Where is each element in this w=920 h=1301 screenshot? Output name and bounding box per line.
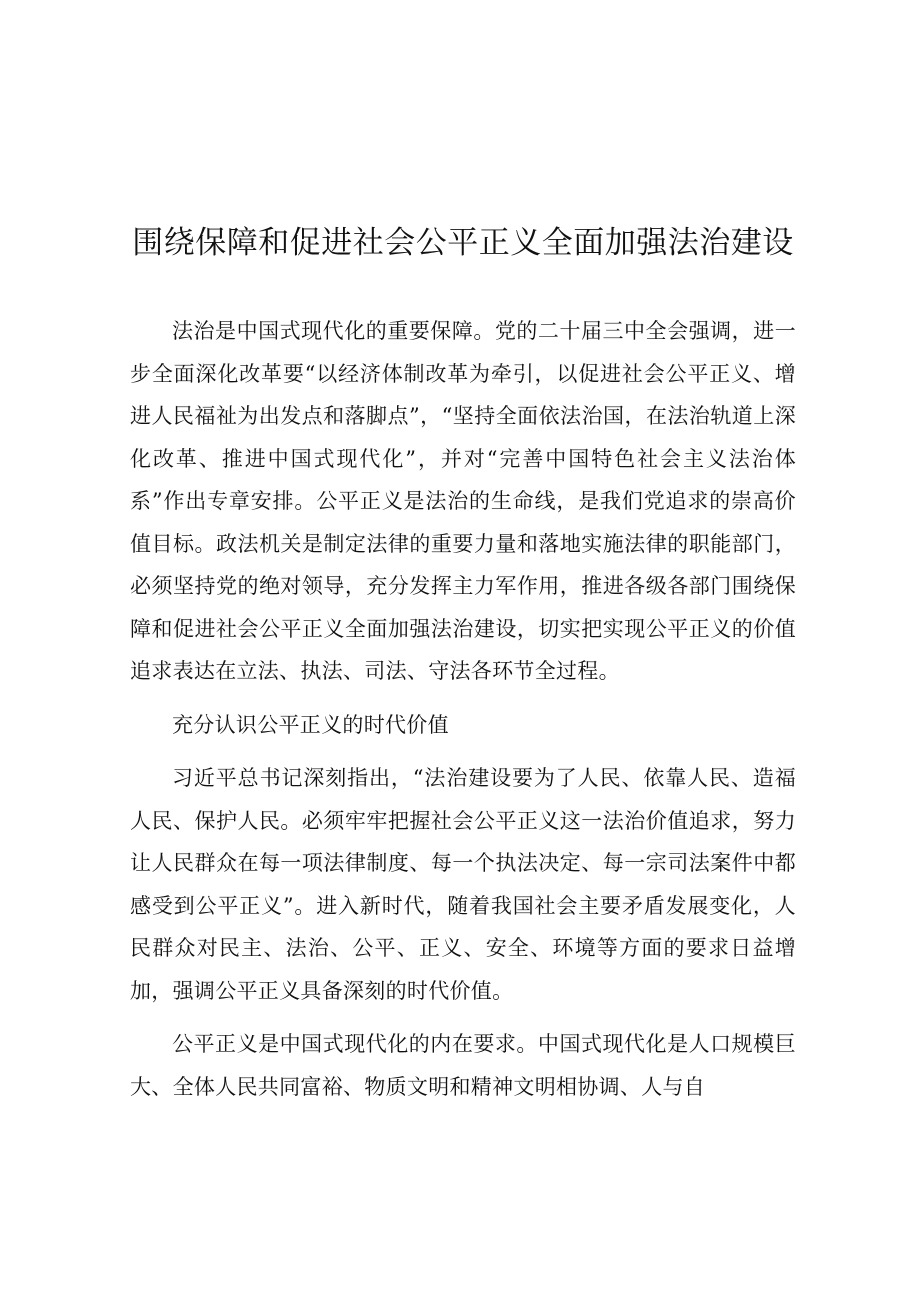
paragraph-quote: 习近平总书记深刻指出，“法治建设要为了人民、依靠人民、造福人民、保护人民。必须牢牢把握社会公平正义这一法治价值追求，努力让人民群众在每一项法律制度、每一个执法决定、每一宗司法案件中都感受到公平正义”。进入新时代，随着我国社会主要矛盾发展变化，人民群众对民主、法治、公平、正义、安全、环境等方面的要求日益增加，强调公平正义具备深刻的时代价值。 (130, 766, 796, 1003)
paragraph-intro: 法治是中国式现代化的重要保障。党的二十届三中全会强调，进一步全面深化改革要“以经济体制改革为牵引，以促进社会公平正义、增进人民福祉为出发点和落脚点”，“坚持全面依法治国，在法治轨道上深化改革、推进中国式现代化”，并对“完善中国特色社会主义法治体系”作出专章安排。公平正义是法治的生命线，是我们党追求的崇高价值目标。政法机关是制定法律的重要力量和落地实施法律的职能部门，必须坚持党的绝对领导，充分发挥主力军作用，推进各级各部门围绕保障和促进社会公平正义全面加强法治建设，切实把实现公平正义的价值追求表达在立法、执法、司法、守法各环节全过程。 (130, 319, 796, 683)
document-body (130, 310, 796, 1108)
section-heading: 充分认识公平正义的时代价值 (172, 712, 449, 737)
paragraph-modernization: 公平正义是中国式现代化的内在要求。中国式现代化是人口规模巨大、全体人民共同富裕、物质文明和精神文明相协调、人与自 (130, 1032, 796, 1099)
document-title: 围绕保障和促进社会公平正义全面加强法治建设 (132, 225, 794, 261)
